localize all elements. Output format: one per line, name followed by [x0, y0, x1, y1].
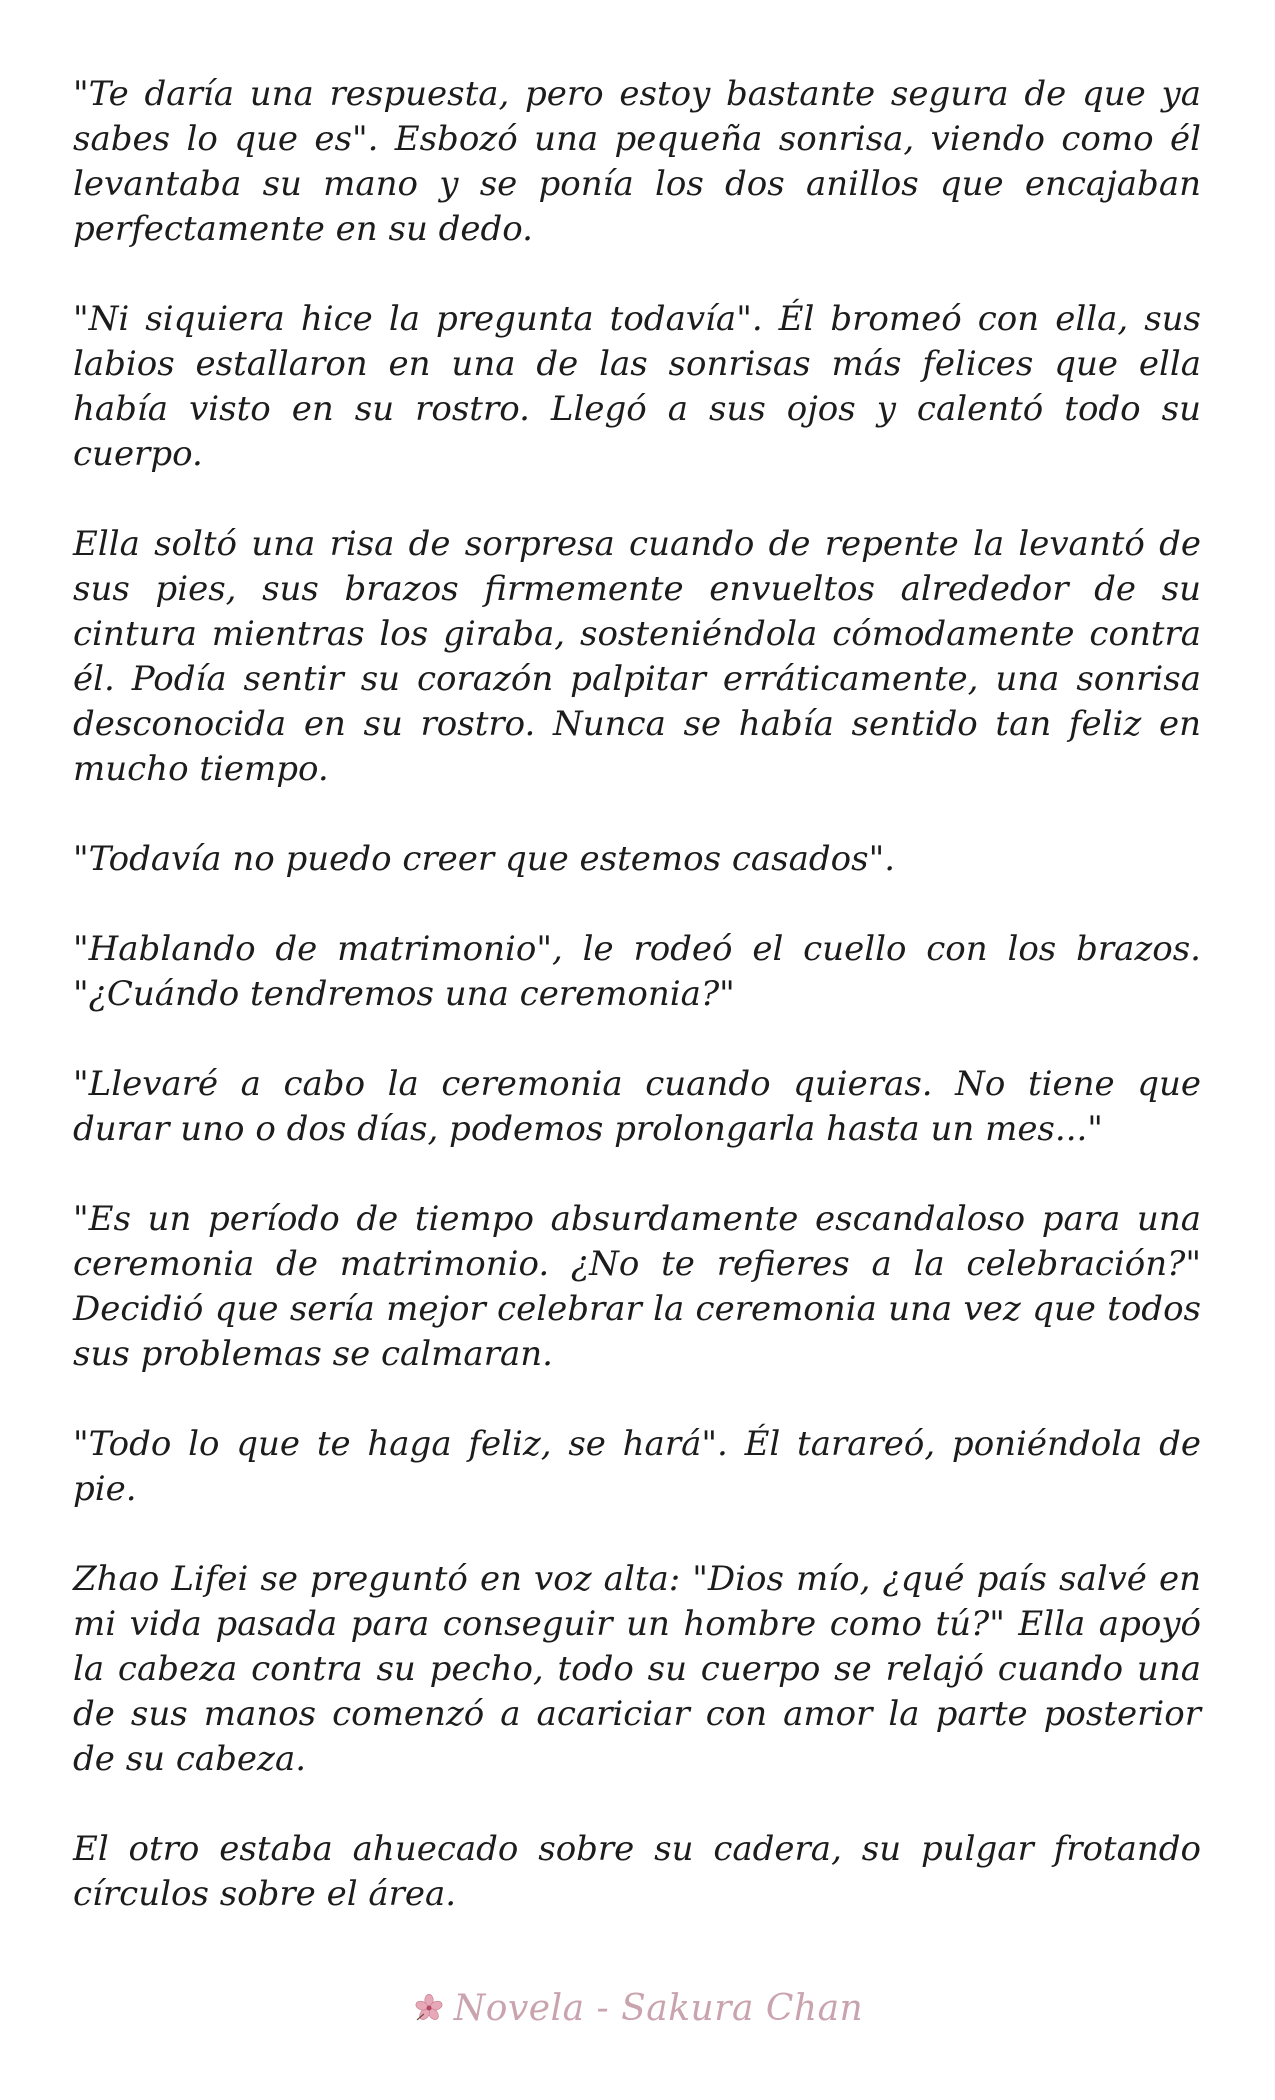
- chapter-text: [73, 72, 1201, 1917]
- paragraph-2: "Ni siquiera hice la pregunta todavía". Él bromeó con ella, sus labios estallaron en una de las sonrisas más felices que ella había visto en su rostro. Llegó a sus ojos y calentó todo su cuerpo.: [73, 299, 1201, 474]
- paragraph-8: "Todo lo que te haga feliz, se hará". Él tarareó, poniéndola de pie.: [73, 1424, 1201, 1509]
- paragraph-4: "Todavía no puedo creer que estemos casados".: [73, 839, 896, 879]
- watermark: [0, 1983, 1275, 2033]
- paragraph-7: "Es un período de tiempo absurdamente escandaloso para una ceremonia de matrimonio. ¿No te refieres a la celebración?" Decidió que sería mejor celebrar la ceremonia una vez que todos sus problemas se calmaran.: [73, 1199, 1201, 1374]
- paragraph-5: "Hablando de matrimonio", le rodeó el cuello con los brazos. "¿Cuándo tendremos una ceremonia?": [73, 929, 1201, 1014]
- paragraph-3: Ella soltó una risa de sorpresa cuando de repente la levantó de sus pies, sus brazos firmemente envueltos alrededor de su cintura mientras los giraba, sosteniéndola cómodamente contra él. Podía sentir su corazón palpitar erráticamente, una sonrisa desconocida en su rostro. Nunca se había sentido tan feliz en mucho tiempo.: [73, 524, 1201, 789]
- paragraph-10: El otro estaba ahuecado sobre su cadera, su pulgar frotando círculos sobre el área.: [73, 1829, 1201, 1914]
- paragraph-1: "Te daría una respuesta, pero estoy bastante segura de que ya sabes lo que es". Esbozó una pequeña sonrisa, viendo como él levantaba su mano y se ponía los dos anillos que encajaban perfectamente en su dedo.: [73, 74, 1201, 249]
- paragraph-6: "Llevaré a cabo la ceremonia cuando quieras. No tiene que durar uno o dos días, podemos prolongarla hasta un mes...": [73, 1064, 1201, 1149]
- watermark-text: Novela - Sakura Chan: [453, 1987, 864, 2029]
- paragraph-9: Zhao Lifei se preguntó en voz alta: "Dios mío, ¿qué país salvé en mi vida pasada para conseguir un hombre como tú?" Ella apoyó la cabeza contra su pecho, todo su cuerpo se relajó cuando una de sus manos comenzó a acariciar con amor la parte posterior de su cabeza.: [73, 1559, 1201, 1779]
- sakura-flower-icon: [412, 1991, 446, 2025]
